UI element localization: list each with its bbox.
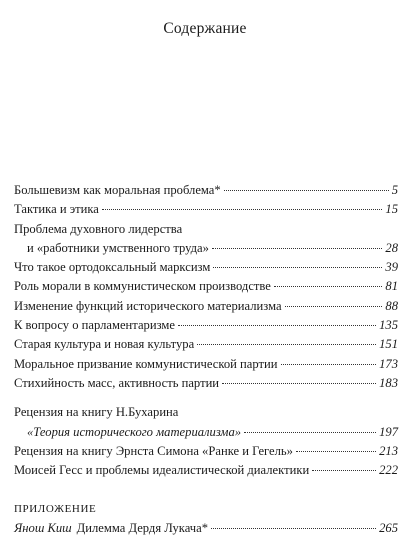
toc-entry-title: Старая культура и новая культура — [14, 337, 195, 352]
leader-dots — [197, 344, 376, 345]
leader-dots — [285, 306, 383, 307]
toc-entry-page: 39 — [385, 260, 398, 275]
toc-entry-page: 15 — [385, 202, 398, 217]
toc-entry-title: Проблема духовного лидерства — [14, 221, 183, 236]
leader-dots — [281, 364, 377, 365]
leader-dots — [213, 267, 382, 268]
toc-entry[interactable] — [14, 316, 398, 335]
toc-entry-title: Большевизм как моральная проблема* — [14, 183, 221, 197]
leader-dots — [274, 286, 383, 287]
toc-entry[interactable] — [14, 277, 398, 296]
toc-entry[interactable] — [14, 297, 398, 316]
appendix-author: Янош Киш — [14, 521, 72, 536]
toc-entry-page: 28 — [385, 240, 398, 255]
toc-entry[interactable] — [14, 181, 398, 200]
review-entry-line2[interactable] — [14, 423, 398, 442]
toc-entry-title: Что такое ортодоксальный марксизм — [14, 260, 211, 275]
toc-entry-title: Стихийность масс, активность партии — [14, 375, 220, 390]
table-of-contents — [14, 181, 398, 539]
toc-entry-page: 88 — [385, 298, 398, 313]
toc-entry-page: 135 — [379, 318, 398, 333]
toc-entry-title: К вопросу о парламентаризме — [14, 318, 175, 333]
toc-entry[interactable] — [14, 335, 398, 354]
toc-entry-title: Рецензия на книгу Н.Бухарина — [14, 405, 179, 420]
page-title: Содержание — [163, 20, 247, 37]
section-gap — [14, 393, 398, 403]
toc-entry-page: 213 — [379, 443, 398, 458]
leader-dots — [296, 451, 376, 452]
toc-entry[interactable] — [14, 355, 398, 374]
leader-dots — [178, 325, 376, 326]
toc-entry-line1[interactable] — [14, 220, 398, 239]
toc-entry-page: 265 — [379, 521, 398, 536]
leader-dots — [244, 432, 376, 433]
leader-dots — [222, 383, 376, 384]
toc-entry-page: 197 — [379, 424, 398, 439]
toc-entry-page: 222 — [379, 463, 398, 478]
leader-dots — [224, 190, 389, 191]
review-entry[interactable] — [14, 442, 398, 461]
toc-entry-title: Моральное призвание коммунистической партии — [14, 356, 278, 371]
toc-entry-title: «Теория исторического материализма» — [27, 424, 242, 439]
toc-entry-page: 5 — [391, 183, 398, 197]
toc-entry-title: Моисей Гесс и проблемы идеалистической диалектики — [14, 463, 310, 478]
review-entry-line1[interactable] — [14, 403, 398, 422]
toc-entry-page: 81 — [385, 279, 398, 294]
leader-dots — [211, 528, 376, 529]
toc-entry-title: Изменение функций исторического материализма — [14, 298, 282, 313]
toc-entry-title: и «работники умственного труда» — [27, 240, 209, 255]
toc-entry-page: 173 — [379, 356, 398, 371]
toc-entry-title: Рецензия на книгу Эрнста Симона «Ранке и Гегель» — [14, 443, 293, 458]
hess-entry[interactable] — [14, 461, 398, 480]
toc-entry[interactable] — [14, 200, 398, 219]
leader-dots — [312, 470, 376, 471]
toc-entry[interactable] — [14, 258, 398, 277]
toc-entry-title: Дилемма Дердя Лукача* — [76, 521, 209, 536]
section-gap — [14, 480, 398, 493]
toc-entry-page: 183 — [379, 375, 398, 390]
leader-dots — [212, 248, 382, 249]
toc-entry-title: Тактика и этика — [14, 202, 99, 217]
toc-entry[interactable] — [14, 374, 398, 393]
leader-dots — [102, 209, 383, 210]
appendix-heading: ПРИЛОЖЕНИЕ — [14, 503, 97, 516]
toc-entry-page: 151 — [379, 337, 398, 352]
appendix-entry[interactable] — [14, 519, 398, 538]
toc-entry-title: Роль морали в коммунистическом производстве — [14, 279, 271, 294]
toc-entry-line2[interactable] — [14, 239, 398, 258]
